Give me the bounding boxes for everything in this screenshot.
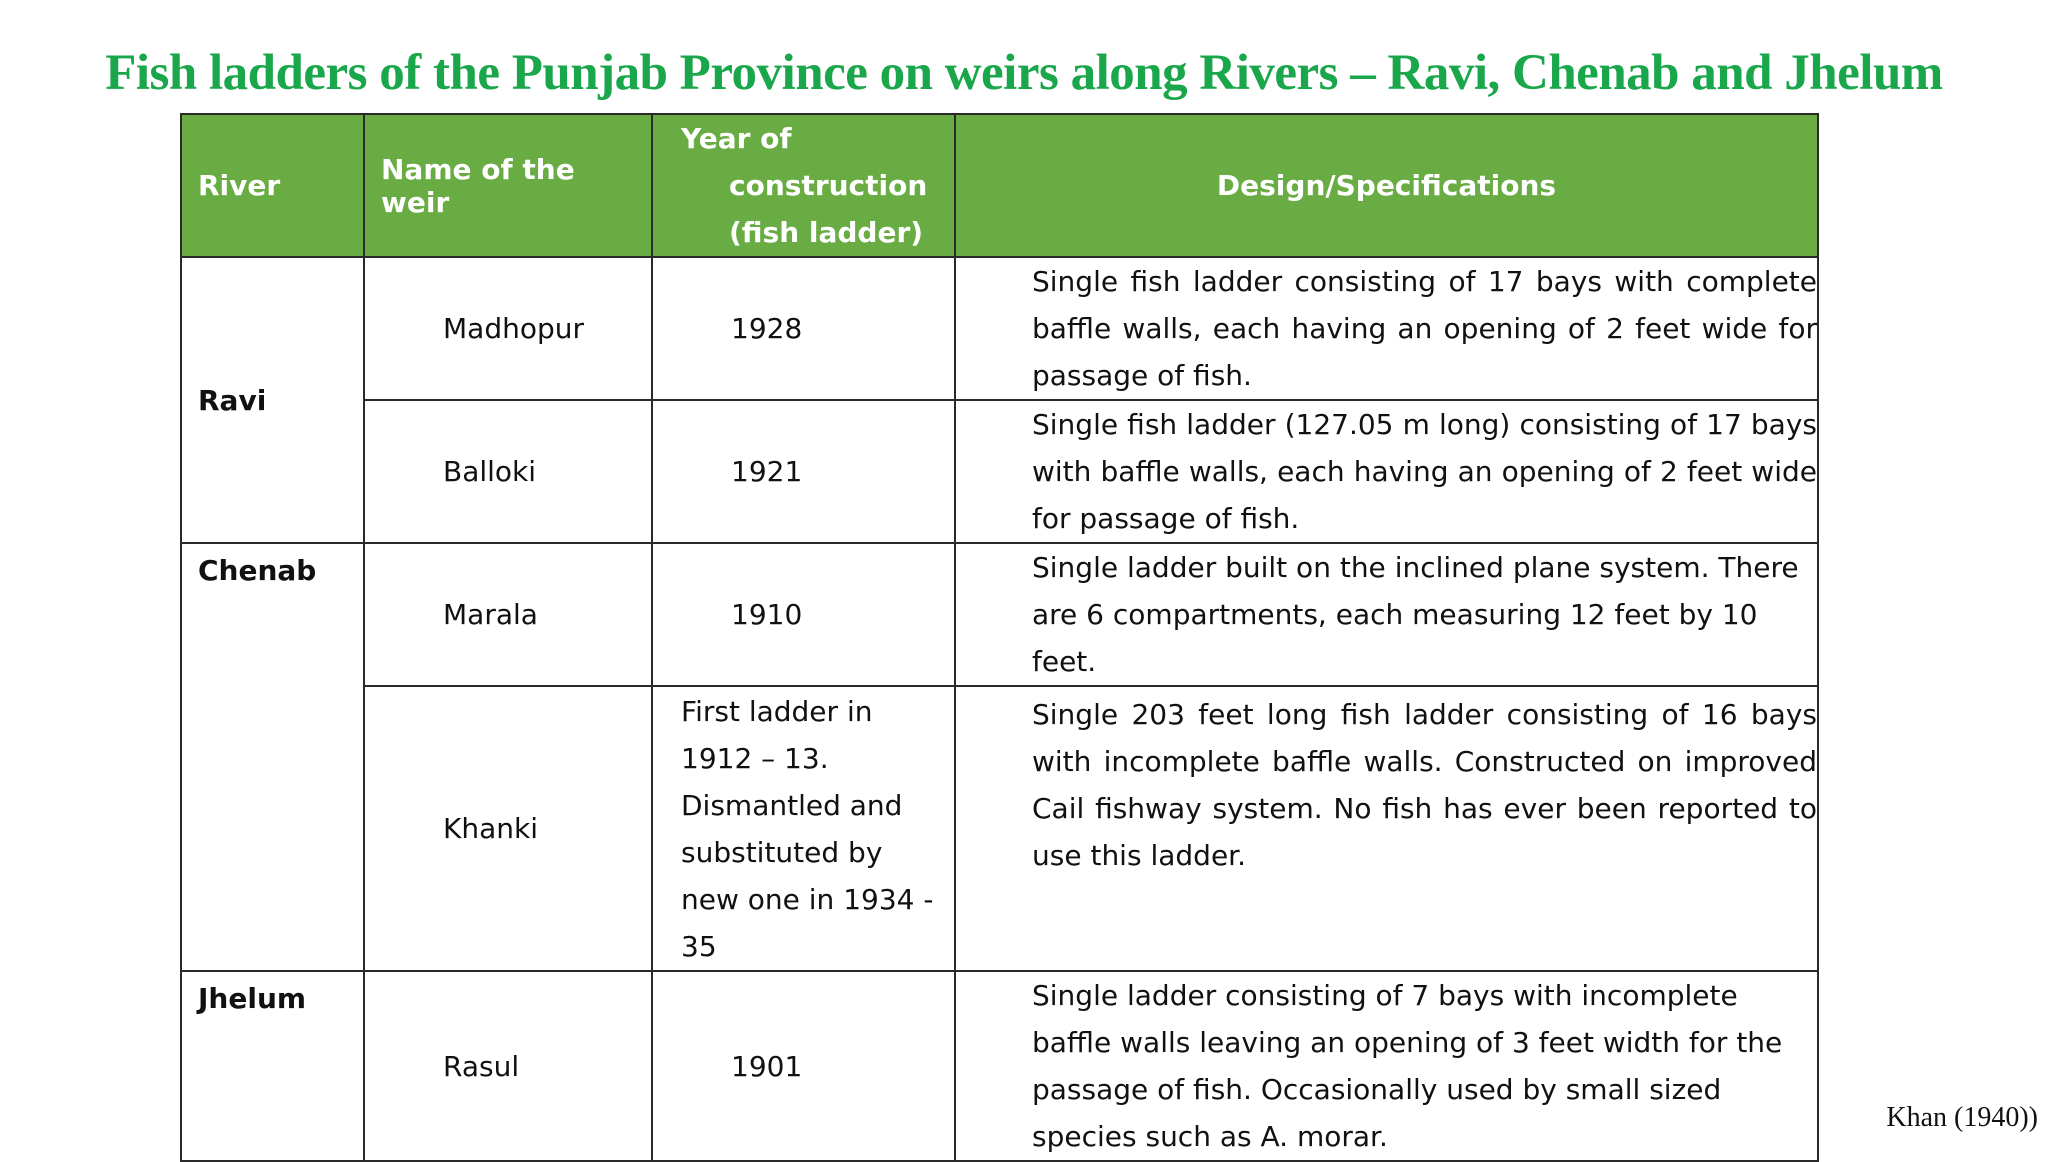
design-cell: Single fish ladder (127.05 m long) consisting of 17 bays with baffle walls, each having an opening of 2 feet wide for passage of fish. xyxy=(955,400,1818,543)
weir-name-cell: Khanki xyxy=(364,686,652,971)
citation xyxy=(1886,1102,2038,1134)
page-title: Fish ladders of the Punjab Province on weirs along Rivers – Ravi, Chenab and Jhelum xyxy=(105,45,1943,101)
table-header-row xyxy=(181,114,1818,257)
header-year-line-3: (fish ladder) xyxy=(729,216,924,249)
weir-name-cell: Rasul xyxy=(364,971,652,1161)
river-cell-chenab: Chenab xyxy=(181,543,364,971)
table-row xyxy=(181,686,1818,971)
design-cell: Single 203 feet long fish ladder consisting of 16 bays with incomplete baffle walls. Constructed on improved Cail fishway system. No fish has ever been reported to use this ladder. xyxy=(955,686,1818,971)
year-cell: 1928 xyxy=(652,257,955,400)
design-cell: Single ladder consisting of 7 bays with incomplete baffle walls leaving an opening of 3 feet width for the passage of fish. Occasionally used by small sized species such as A. morar. xyxy=(955,971,1818,1161)
design-cell: Single ladder built on the inclined plane system. There are 6 compartments, each measuring 12 feet by 10 feet. xyxy=(955,543,1818,686)
design-cell: Single fish ladder consisting of 17 bays with complete baffle walls, each having an opening of 2 feet wide for passage of fish. xyxy=(955,257,1818,400)
header-year-line-1: Year of xyxy=(681,122,792,155)
river-cell-jhelum: Jhelum xyxy=(181,971,364,1161)
weir-name-cell: Marala xyxy=(364,543,652,686)
table-row xyxy=(181,543,1818,686)
weir-name-cell: Madhopur xyxy=(364,257,652,400)
river-cell-ravi: Ravi xyxy=(181,257,364,543)
citation-bracket: ) xyxy=(2028,1102,2038,1133)
year-cell: First ladder in 1912 – 13. Dismantled and substituted by new one in 1934 - 35 xyxy=(652,686,955,971)
citation-text: Khan (1940) xyxy=(1886,1102,2029,1133)
weir-name-cell: Balloki xyxy=(364,400,652,543)
header-river: River xyxy=(181,114,364,257)
header-weir-name: Name of the weir xyxy=(364,114,652,257)
table-row xyxy=(181,971,1818,1161)
year-cell: 1910 xyxy=(652,543,955,686)
table-row xyxy=(181,400,1818,543)
fish-ladder-table xyxy=(180,113,1819,1162)
table-row xyxy=(181,257,1818,400)
header-design-specifications: Design/Specifications xyxy=(955,114,1818,257)
header-year-of-construction xyxy=(652,114,955,257)
year-cell: 1901 xyxy=(652,971,955,1161)
year-cell: 1921 xyxy=(652,400,955,543)
header-year-line-2: construction xyxy=(729,169,928,202)
